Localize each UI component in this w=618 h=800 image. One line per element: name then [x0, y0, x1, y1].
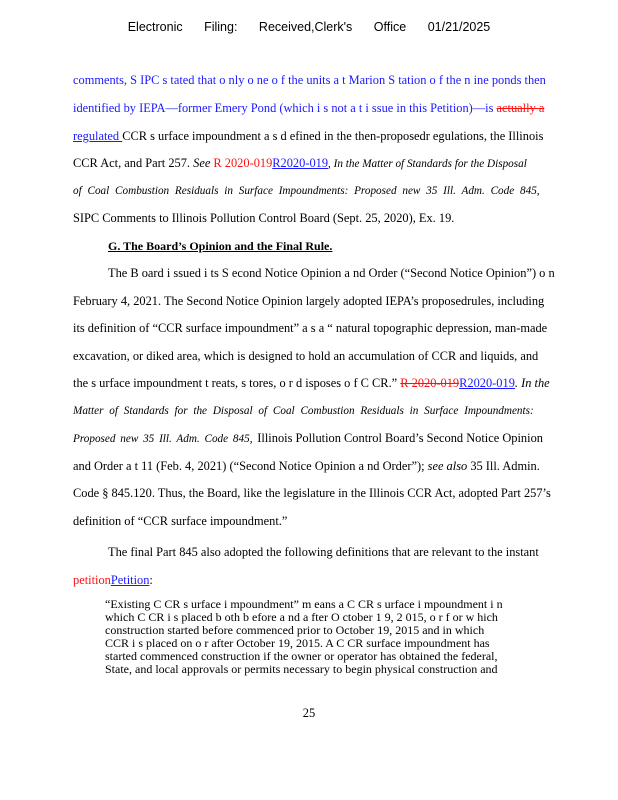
quote-line: “Existing C CR s urface i mpoundment” m eans a C CR s urface i mpoundment i n [105, 597, 503, 611]
quote-line: which C CR i s placed b oth b efore a nd a fter O ctober 1 9, 2 015, o r f or w hich [105, 610, 498, 624]
deleted-text: petition [73, 573, 111, 587]
signal-see: See [193, 156, 214, 170]
text: the s urface impoundment t reats, s tores, o r d isposes o f C CR.” [73, 376, 401, 390]
case-title: Proposed new 35 Ill. Adm. Code 845, [73, 433, 258, 445]
body-line [73, 156, 543, 171]
deleted-text: actually [496, 101, 539, 115]
quote-line: started commenced construction if the owner or operator has obtained the federal, [105, 649, 498, 663]
header-filing: Filing: [204, 20, 238, 34]
quote-line: CCR i s placed on o r after October 19, 2015. A C CR surface impoundment has [105, 636, 490, 650]
header-received: Received,Clerk's [258, 20, 353, 34]
body-line [73, 459, 543, 473]
inserted-text: Petition [110, 573, 150, 587]
text: CCR s urface impoundment a s d efined in the then-proposedr egulations, the Illinois [122, 129, 544, 143]
body-line [73, 431, 543, 446]
text: : [149, 573, 153, 587]
body-line: Code § 845.120. Thus, the Board, like the legislature in the Illinois CCR Act, adopted Part 257’s [73, 486, 551, 500]
body-line: The final Part 845 also adopted the following definitions that are relevant to the instant [108, 545, 539, 559]
body-line: excavation, or diked area, which is designed to hold an accumulation of CCR and liquids, and [73, 349, 539, 363]
quote-line: construction started before commenced prior to October 19, 2015 and in which [105, 623, 485, 637]
inserted-text: identified by IEPA—former Emery Pond (which i s not a t i ssue in this Petition)—is [73, 101, 497, 115]
body-line: The B oard i ssued i ts S econd Notice Opinion a nd Order (“Second Notice Opinion”) o n [108, 266, 555, 280]
page-number: 25 [302, 706, 316, 720]
body-line [73, 376, 550, 390]
body-line [73, 129, 543, 143]
text: and Order a t 11 (Feb. 4, 2021) (“Second Notice Opinion a nd Order”); [73, 459, 428, 473]
body-line: comments, S IPC s tated that o nly o ne o f the units a t Marion S tation o f the n ine ponds then [73, 73, 546, 87]
body-line: definition of “CCR surface impoundment.” [73, 514, 288, 528]
header-date: 01/21/2025 [427, 20, 491, 34]
quote-line: State, and local approvals or permits necessary to begin physical construction and [105, 662, 498, 676]
case-title-line: Matter of Standards for the Disposal of Coal Combustion Residuals in Surface Impoundments: [73, 405, 534, 417]
deleted-text: a [538, 101, 545, 115]
case-title: , In the Matter of Standards for the Disposal [328, 158, 527, 170]
signal-see-also: see also [427, 459, 471, 473]
body-line: SIPC Comments to Illinois Pollution Control Board (Sept. 25, 2020), Ex. 19. [73, 211, 455, 225]
deleted-citation: R 2020-019 [213, 156, 273, 170]
case-title-line: of Coal Combustion Residuals in Surface Impoundments: Proposed new 35 Ill. Adm. Code 845, [73, 185, 540, 197]
body-line [73, 573, 543, 587]
header-electronic: Electronic [127, 20, 183, 34]
body-line: February 4, 2021. The Second Notice Opinion largely adopted IEPA’s proposedrules, including [73, 294, 545, 308]
inserted-citation: R2020-019 [272, 156, 329, 170]
header-office: Office [373, 20, 407, 34]
filing-header [0, 20, 618, 34]
inserted-text: regulated [73, 129, 123, 143]
inserted-citation: R2020-019 [459, 376, 515, 390]
section-heading: G. The Board’s Opinion and the Final Rule. [108, 239, 333, 253]
text: CCR Act, and Part 257. [73, 156, 194, 170]
case-title: . In the [514, 376, 550, 390]
deleted-citation: R 2020-019 [400, 376, 460, 390]
body-line: its definition of “CCR surface impoundment” a s a “ natural topographic depression, man-made [73, 321, 548, 335]
body-line [73, 101, 543, 115]
text: 35 Ill. Admin. [470, 459, 540, 473]
text: Illinois Pollution Control Board’s Second Notice Opinion [257, 431, 543, 445]
